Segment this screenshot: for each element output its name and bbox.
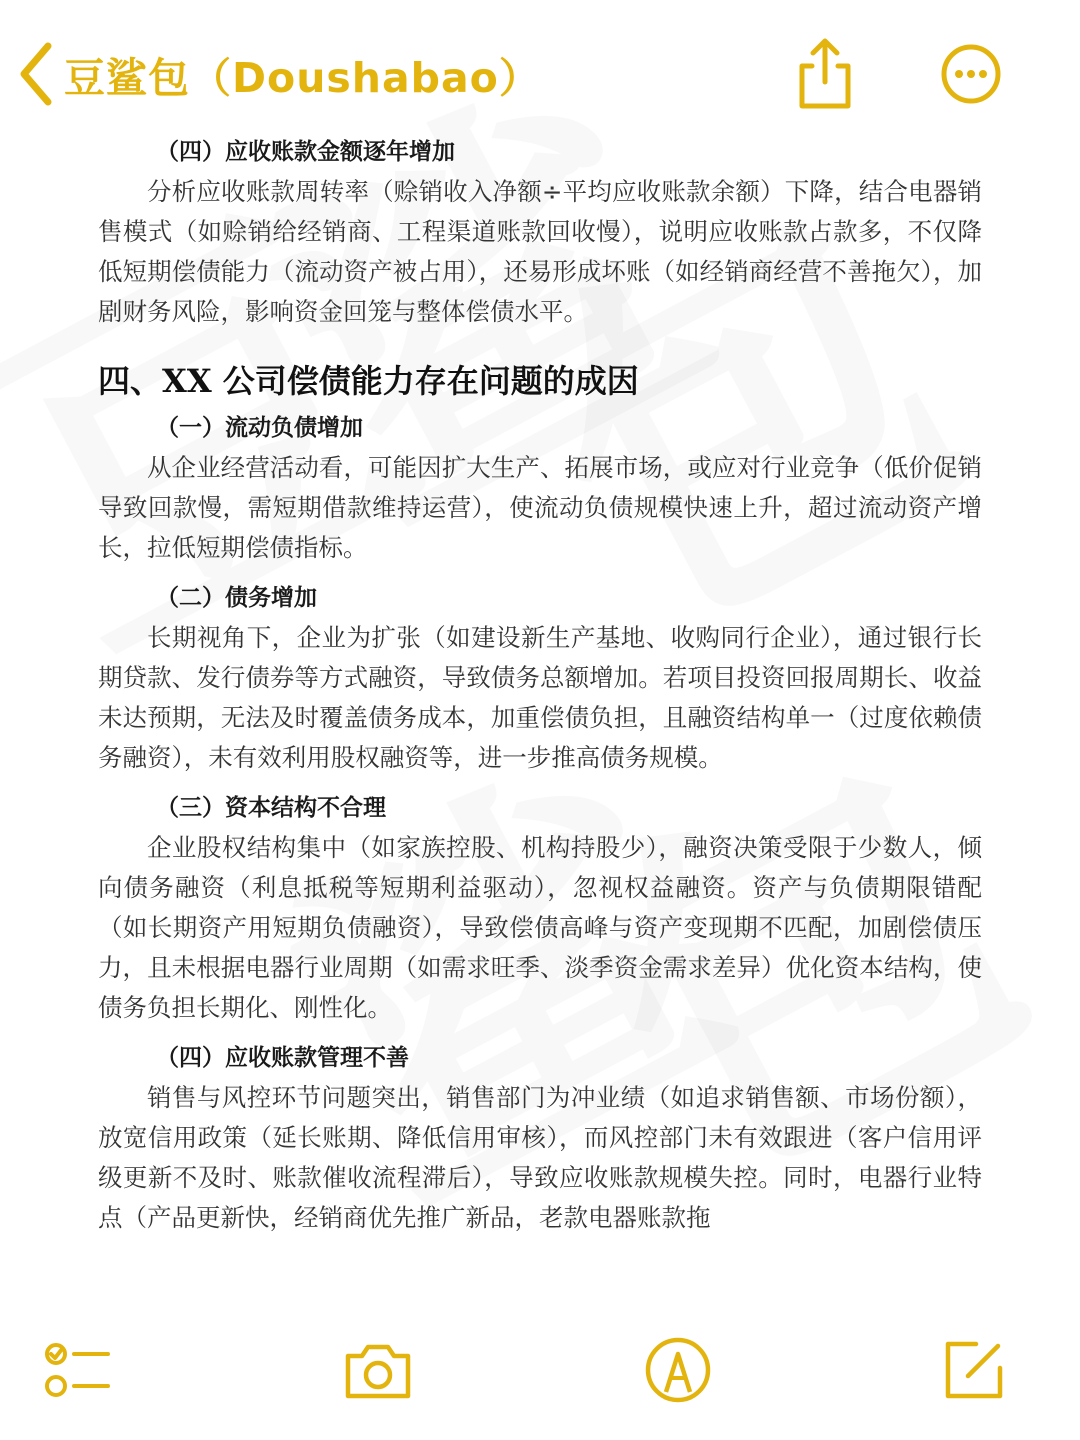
chapter-heading: 四、XX 公司偿债能力存在问题的成因 <box>98 362 639 400</box>
share-icon <box>790 36 860 112</box>
section-subhead: （四）应收账款管理不善 <box>156 1045 409 1071</box>
top-bar <box>0 0 1080 130</box>
markup-pen-icon <box>642 1334 714 1406</box>
checklist-button[interactable] <box>42 1334 114 1406</box>
note-body[interactable] <box>98 132 982 1238</box>
paragraph: 分析应收账款周转率（赊销收入净额÷平均应收账款余额）下降，结合电器销售模式（如赊销给经销商、工程渠道账款回收慢），说明应收账款占款多，不仅降低短期偿债能力（流动资产被占用），还易形成坏账（如经销商经营不善拖欠），加剧财务风险，影响资金回笼与整体偿债水平。 <box>98 177 982 326</box>
paragraph: 企业股权结构集中（如家族控股、机构持股少），融资决策受限于少数人，倾向债务融资（利息抵税等短期利益驱动），忽视权益融资。资产与负债期限错配（如长期资产用短期负债融资），导致偿债高峰与资产变现期不匹配，加剧偿债压力，且未根据电器行业周期（如需求旺季、淡季资金需求差异）优化资本结构，使债务负担长期化、刚性化。 <box>98 833 982 1022</box>
compose-icon <box>938 1334 1010 1406</box>
more-button[interactable] <box>936 36 1006 112</box>
camera-button[interactable] <box>342 1334 414 1406</box>
markup-button[interactable] <box>642 1334 714 1406</box>
bottom-toolbar <box>0 1320 1080 1440</box>
share-button[interactable] <box>790 36 860 112</box>
back-button[interactable] <box>14 38 541 110</box>
paragraph: 长期视角下，企业为扩张（如建设新生产基地、收购同行企业），通过银行长期贷款、发行债券等方式融资，导致债务总额增加。若项目投资回报周期长、收益未达预期，无法及时覆盖债务成本，加重偿债负担，且融资结构单一（过度依赖债务融资），未有效利用股权融资等，进一步推高债务规模。 <box>98 623 982 772</box>
notes-folder-title: 豆鲨包（Doushabao） <box>64 53 541 102</box>
paragraph: 销售与风控环节问题突出，销售部门为冲业绩（如追求销售额、市场份额），放宽信用政策（延长账期、降低信用审核），而风控部门未有效跟进（客户信用评级更新不及时、账款催收流程滞后），导致应收账款规模失控。同时，电器行业特点（产品更新快，经销商优先推广新品，老款电器账款拖 <box>98 1083 982 1232</box>
more-icon <box>936 36 1006 112</box>
section-subhead: （二）债务增加 <box>156 585 317 611</box>
section-subhead: （三）资本结构不合理 <box>156 795 386 821</box>
camera-icon <box>342 1334 414 1406</box>
checklist-icon <box>42 1334 114 1406</box>
section-subhead: （四）应收账款金额逐年增加 <box>156 139 455 165</box>
chevron-left-icon <box>14 38 58 110</box>
section-subhead: （一）流动负债增加 <box>156 415 363 441</box>
paragraph: 从企业经营活动看，可能因扩大生产、拓展市场，或应对行业竞争（低价促销导致回款慢，需短期借款维持运营），使流动负债规模快速上升，超过流动资产增长，拉低短期偿债指标。 <box>98 453 982 562</box>
compose-button[interactable] <box>938 1334 1010 1406</box>
